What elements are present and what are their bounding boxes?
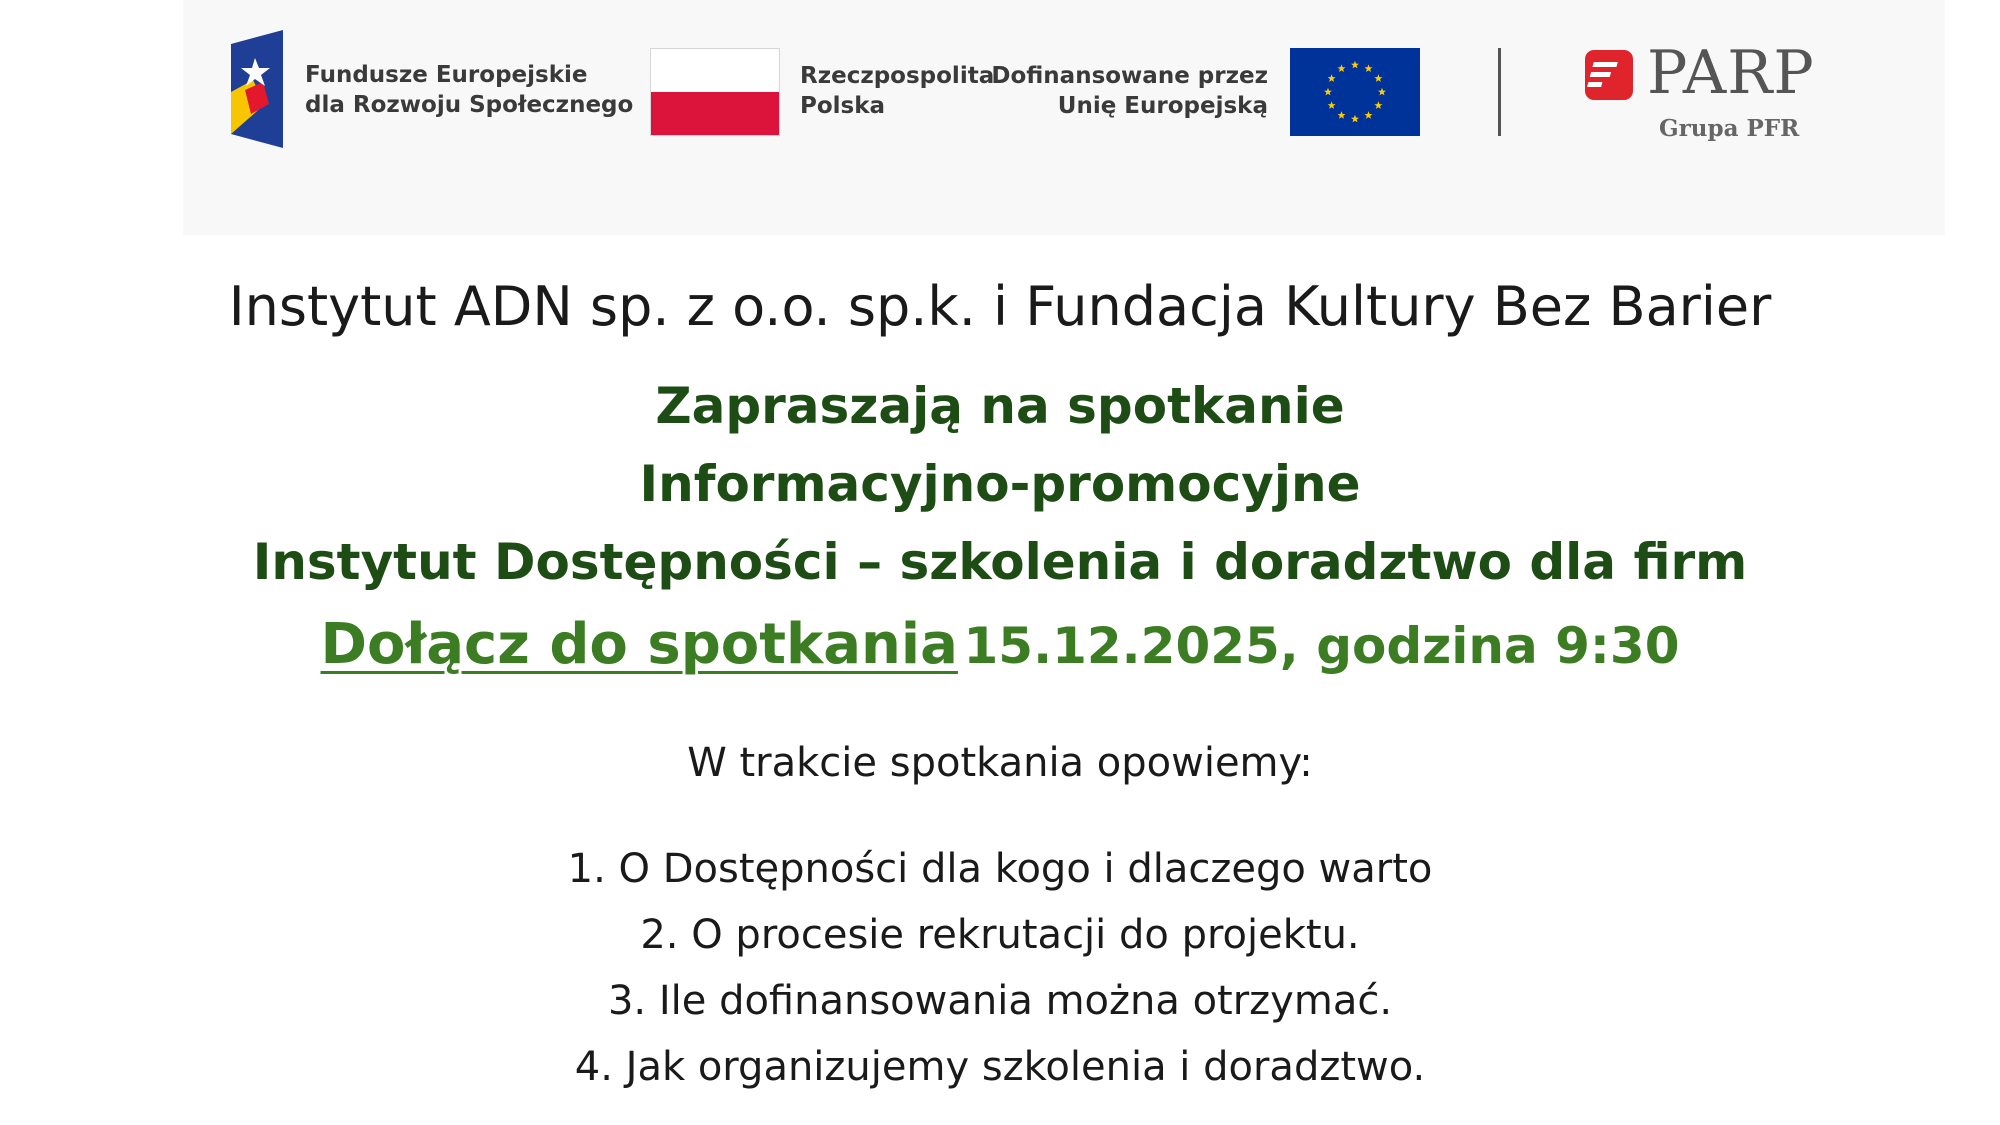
parp-logo xyxy=(1585,38,1825,152)
agenda-item: 4. Jak organizujemy szkolenia i doradztwo. xyxy=(574,1044,1426,1090)
meeting-datetime: 15.12.2025, godzina 9:30 xyxy=(963,617,1680,675)
poland-logo-text xyxy=(800,61,994,121)
invite-line-1: Zapraszają na spotkanie xyxy=(655,377,1345,435)
agenda-item: 2. O procesie rekrutacji do projektu. xyxy=(640,912,1360,958)
eu-logo-line1: Dofinansowane przez xyxy=(991,63,1268,89)
parp-mark-icon xyxy=(1585,50,1633,100)
organizers-line: Instytut ADN sp. z o.o. sp.k. i Fundacja Kultury Bez Barier xyxy=(228,275,1772,338)
agenda-item: 3. Ile dofinansowania można otrzymać. xyxy=(607,978,1393,1024)
poland-logo-line2: Polska xyxy=(800,93,886,119)
fe-logo xyxy=(225,30,634,150)
fe-logo-text xyxy=(305,60,633,120)
poland-logo xyxy=(650,48,995,138)
agenda-intro: W trakcie spotkania opowiemy: xyxy=(687,740,1313,786)
join-line xyxy=(0,608,2000,695)
fe-star-mark-icon xyxy=(225,30,287,148)
fe-logo-line1: Fundusze Europejskie xyxy=(305,62,588,88)
logo-divider xyxy=(1498,48,1501,136)
poland-logo-line1: Rzeczpospolita xyxy=(800,63,995,89)
parp-logo-name: PARP xyxy=(1647,38,1815,108)
eu-logo-text xyxy=(991,61,1268,121)
polish-flag-icon xyxy=(650,48,780,136)
invite-line-3: Instytut Dostępności – szkolenia i doradztwo dla firm xyxy=(252,533,1748,591)
eu-logo-line2: Unię Europejską xyxy=(1057,93,1268,119)
invite-line-2: Informacyjno-promocyjne xyxy=(639,455,1361,513)
join-meeting-link[interactable]: Dołącz do spotkania xyxy=(320,612,958,677)
agenda-list xyxy=(0,836,2000,1100)
fe-logo-line2: dla Rozwoju Społecznego xyxy=(305,92,634,118)
parp-logo-subtitle: Grupa PFR xyxy=(1659,115,1800,142)
agenda-item: 1. O Dostępności dla kogo i dlaczego warto xyxy=(567,846,1433,892)
eu-logo xyxy=(991,48,1420,138)
eu-flag-icon xyxy=(1290,48,1420,136)
